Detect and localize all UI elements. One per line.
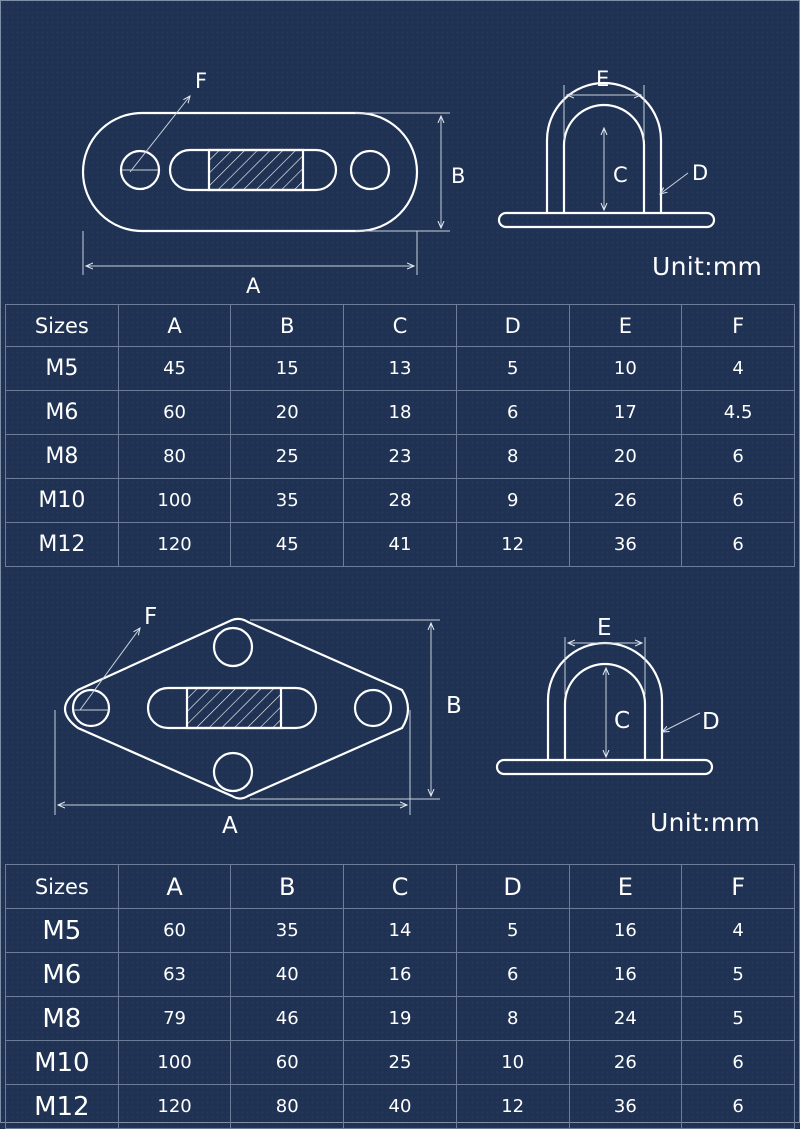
header-b: B xyxy=(231,305,344,347)
value-cell: 25 xyxy=(231,435,344,479)
table-row xyxy=(6,997,795,1041)
value-cell: 6 xyxy=(456,391,569,435)
value-cell: 19 xyxy=(344,997,457,1041)
base-plate-side xyxy=(497,760,712,774)
dim-label-b: B xyxy=(446,693,462,719)
right-hole xyxy=(355,690,391,726)
header-f: F xyxy=(682,865,795,909)
value-cell: 6 xyxy=(456,953,569,997)
header-b: B xyxy=(231,865,344,909)
value-cell: 60 xyxy=(118,909,231,953)
value-cell: 36 xyxy=(569,1085,682,1129)
table-row xyxy=(6,1085,795,1129)
value-cell: 24 xyxy=(569,997,682,1041)
value-cell: 9 xyxy=(456,479,569,523)
value-cell: 4 xyxy=(682,347,795,391)
header-c: C xyxy=(344,305,457,347)
value-cell: 10 xyxy=(569,347,682,391)
value-cell: 17 xyxy=(569,391,682,435)
value-cell: 6 xyxy=(682,435,795,479)
value-cell: 120 xyxy=(118,1085,231,1129)
dim-label-e: E xyxy=(597,615,612,641)
header-f: F xyxy=(682,305,795,347)
size-cell: M5 xyxy=(6,347,119,391)
value-cell: 46 xyxy=(231,997,344,1041)
value-cell: 100 xyxy=(118,479,231,523)
table-row xyxy=(6,953,795,997)
right-hole xyxy=(351,151,389,189)
size-table-oblong xyxy=(5,304,795,567)
value-cell: 12 xyxy=(456,1085,569,1129)
value-cell: 4.5 xyxy=(682,391,795,435)
dim-label-f: F xyxy=(144,604,158,630)
value-cell: 6 xyxy=(682,1041,795,1085)
value-cell: 63 xyxy=(118,953,231,997)
value-cell: 120 xyxy=(118,523,231,567)
value-cell: 10 xyxy=(456,1041,569,1085)
value-cell: 80 xyxy=(118,435,231,479)
dim-label-b: B xyxy=(451,164,466,188)
value-cell: 60 xyxy=(118,391,231,435)
value-cell: 16 xyxy=(344,953,457,997)
table-row xyxy=(6,347,795,391)
dim-label-e: E xyxy=(596,67,610,91)
dim-label-a: A xyxy=(246,274,261,298)
header-c: C xyxy=(344,865,457,909)
header-sizes: Sizes xyxy=(6,865,119,909)
value-cell: 5 xyxy=(682,953,795,997)
value-cell: 28 xyxy=(344,479,457,523)
value-cell: 26 xyxy=(569,479,682,523)
size-table-diamond xyxy=(5,864,795,1129)
value-cell: 8 xyxy=(456,997,569,1041)
value-cell: 16 xyxy=(569,909,682,953)
value-cell: 45 xyxy=(118,347,231,391)
header-d: D xyxy=(456,865,569,909)
hatched-bar xyxy=(187,688,281,728)
size-cell: M10 xyxy=(6,479,119,523)
size-cell: M12 xyxy=(6,523,119,567)
value-cell: 4 xyxy=(682,909,795,953)
value-cell: 5 xyxy=(682,997,795,1041)
size-cell: M10 xyxy=(6,1041,119,1085)
value-cell: 12 xyxy=(456,523,569,567)
value-cell: 60 xyxy=(231,1041,344,1085)
value-cell: 26 xyxy=(569,1041,682,1085)
value-cell: 20 xyxy=(231,391,344,435)
table-row xyxy=(6,523,795,567)
value-cell: 16 xyxy=(569,953,682,997)
value-cell: 25 xyxy=(344,1041,457,1085)
size-cell: M8 xyxy=(6,997,119,1041)
top-hole xyxy=(214,628,252,666)
header-e: E xyxy=(569,305,682,347)
dim-label-a: A xyxy=(222,813,238,839)
value-cell: 18 xyxy=(344,391,457,435)
base-plate-side xyxy=(499,213,714,227)
header-sizes: Sizes xyxy=(6,305,119,347)
value-cell: 41 xyxy=(344,523,457,567)
table-row xyxy=(6,435,795,479)
header-e: E xyxy=(569,865,682,909)
value-cell: 5 xyxy=(456,909,569,953)
size-cell: M8 xyxy=(6,435,119,479)
value-cell: 6 xyxy=(682,1085,795,1129)
table-row xyxy=(6,391,795,435)
table-header-row xyxy=(6,305,795,347)
dim-label-f: F xyxy=(195,69,208,93)
value-cell: 79 xyxy=(118,997,231,1041)
value-cell: 5 xyxy=(456,347,569,391)
value-cell: 35 xyxy=(231,909,344,953)
value-cell: 40 xyxy=(344,1085,457,1129)
value-cell: 80 xyxy=(231,1085,344,1129)
dim-label-c: C xyxy=(614,708,631,734)
value-cell: 23 xyxy=(344,435,457,479)
value-cell: 14 xyxy=(344,909,457,953)
dim-label-d: D xyxy=(702,709,720,735)
value-cell: 15 xyxy=(231,347,344,391)
value-cell: 35 xyxy=(231,479,344,523)
value-cell: 100 xyxy=(118,1041,231,1085)
header-a: A xyxy=(118,305,231,347)
value-cell: 6 xyxy=(682,479,795,523)
header-d: D xyxy=(456,305,569,347)
bottom-hole xyxy=(214,753,252,791)
value-cell: 40 xyxy=(231,953,344,997)
value-cell: 20 xyxy=(569,435,682,479)
unit-label-1: Unit:mm xyxy=(652,252,763,281)
loop-inner xyxy=(565,664,645,760)
size-cell: M12 xyxy=(6,1085,119,1129)
size-cell: M6 xyxy=(6,391,119,435)
value-cell: 8 xyxy=(456,435,569,479)
header-a: A xyxy=(118,865,231,909)
dim-label-d: D xyxy=(692,161,709,185)
hatched-bar xyxy=(209,150,303,190)
table-row xyxy=(6,479,795,523)
value-cell: 45 xyxy=(231,523,344,567)
value-cell: 36 xyxy=(569,523,682,567)
dim-label-c: C xyxy=(613,163,628,187)
value-cell: 6 xyxy=(682,523,795,567)
table-row xyxy=(6,909,795,953)
unit-label-2: Unit:mm xyxy=(650,808,761,837)
table-row xyxy=(6,1041,795,1085)
table-header-row xyxy=(6,865,795,909)
size-cell: M5 xyxy=(6,909,119,953)
value-cell: 13 xyxy=(344,347,457,391)
size-cell: M6 xyxy=(6,953,119,997)
